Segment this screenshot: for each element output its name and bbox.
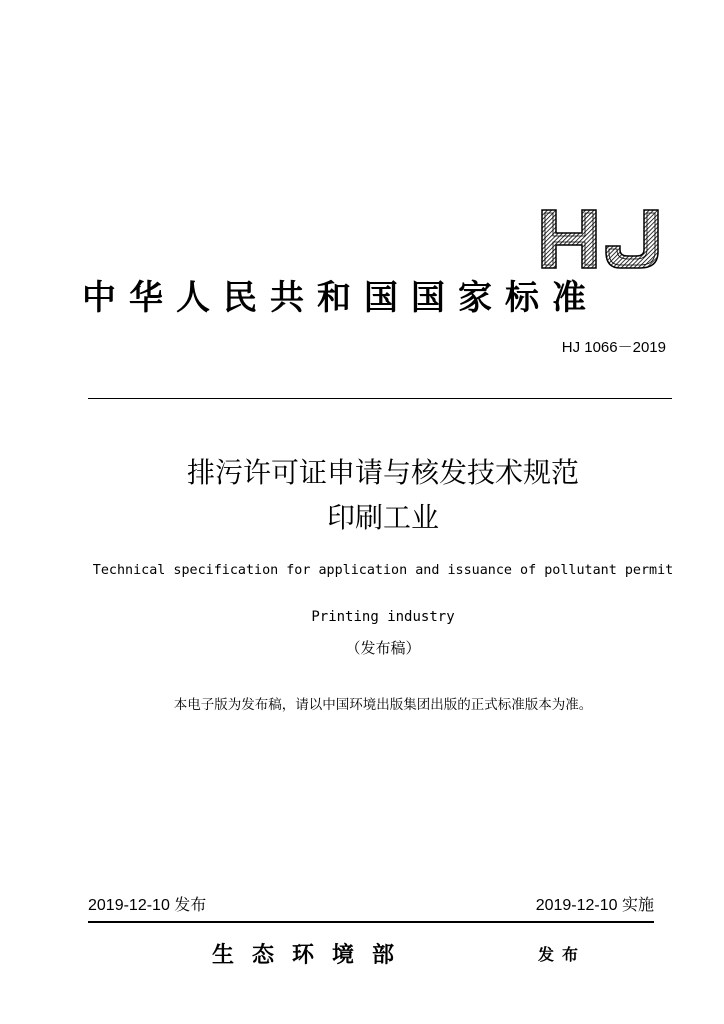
document-subtitle: 印刷工业 xyxy=(326,501,439,534)
english-subtitle: Printing industry xyxy=(311,609,455,625)
bottom-divider xyxy=(88,921,654,923)
issuing-ministry: 生态环境部 xyxy=(212,942,413,968)
draft-label: （发布稿） xyxy=(345,639,421,657)
issue-date: 2019-12-10 发布 xyxy=(88,897,207,914)
english-title: Technical specification for application and issuance of pollutant permit xyxy=(92,563,674,578)
hj-logo xyxy=(536,204,666,274)
document-title: 排污许可证申请与核发技术规范 xyxy=(186,456,579,489)
national-standard-heading: 中华人民共和国国家标准 xyxy=(82,278,599,318)
publish-label: 发布 xyxy=(538,945,587,964)
notice-text: 本电子版为发布稿，请以中国环境出版集团出版的正式标准版本为准。 xyxy=(173,697,593,713)
top-divider xyxy=(88,398,672,399)
implement-date: 2019-12-10 实施 xyxy=(535,897,654,914)
standard-number: HJ 1066－2019 xyxy=(561,339,666,356)
